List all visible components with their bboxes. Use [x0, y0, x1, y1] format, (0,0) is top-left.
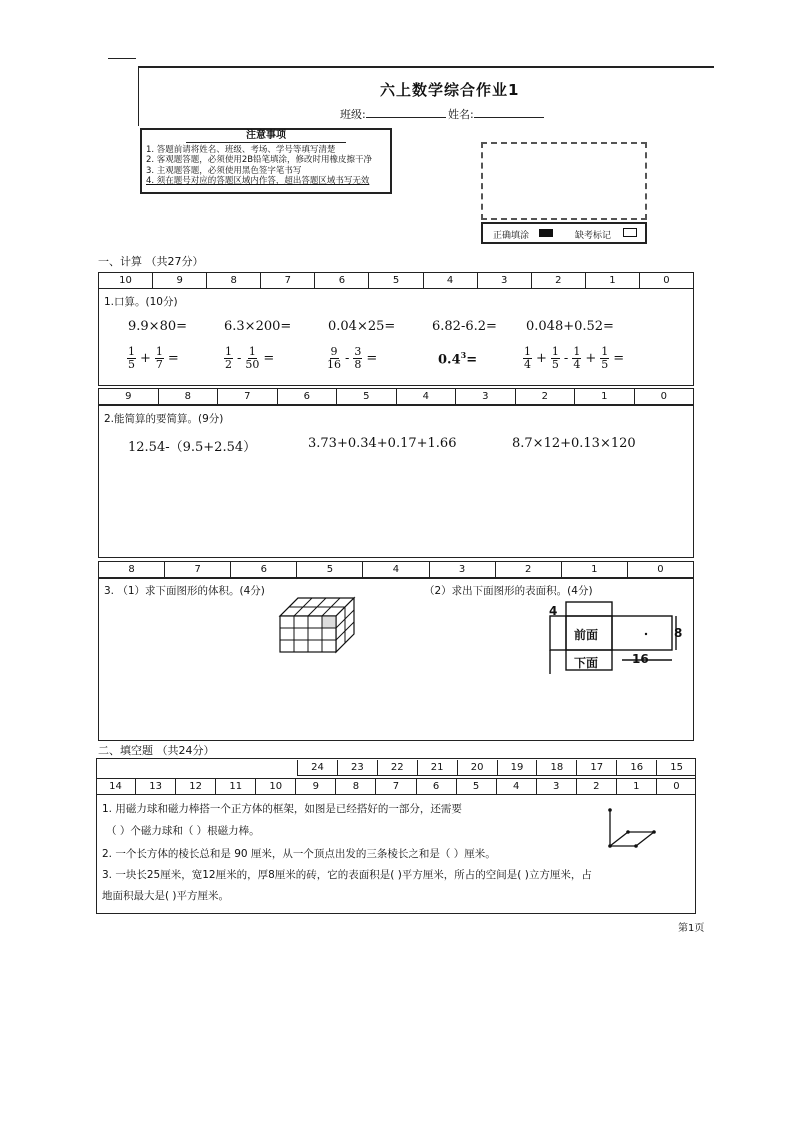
score-cell[interactable]: 4	[423, 273, 477, 288]
score-cell[interactable]: 8	[128, 564, 135, 575]
score-cell[interactable]: 16	[616, 760, 656, 775]
score-row-s2b	[96, 778, 696, 795]
score-cell[interactable]: 13	[135, 779, 175, 794]
dim-16: 16	[632, 652, 649, 666]
score-cell[interactable]: 6	[314, 273, 368, 288]
score-cell[interactable]: 2	[576, 779, 616, 794]
fill-q3-line2: 地面积最大是( )平方厘米。	[102, 890, 230, 902]
score-row-s1a	[98, 272, 694, 289]
q1-answer-area[interactable]	[98, 288, 694, 386]
score-cell[interactable]: 6	[416, 779, 456, 794]
net-front-label: 前面	[574, 628, 599, 642]
mental-expr: 6.3×200=	[224, 319, 292, 334]
student-id-box[interactable]	[481, 142, 647, 220]
score-cell[interactable]: 4	[396, 389, 456, 404]
class-field[interactable]	[366, 117, 446, 118]
name-field[interactable]	[474, 117, 544, 118]
absent-label: 缺考标记	[575, 231, 612, 241]
score-cell[interactable]: 1	[616, 779, 656, 794]
score-cell[interactable]: 1	[585, 273, 639, 288]
fraction-expr: $\frac{1}{2}$ - $\frac{1}{50}$ =	[225, 345, 275, 371]
q3-part1-label: 3. （1）求下面图形的体积。(4分)	[104, 585, 265, 597]
power-expr: $0.4^3=$	[438, 350, 478, 368]
score-row-s1c	[98, 561, 694, 578]
dim-4: 4	[549, 604, 558, 618]
magnet-frame-figure	[600, 806, 664, 854]
score-cell[interactable]: 2	[495, 562, 561, 577]
fill-q3-line1: 3. 一块长25厘米，宽12厘米的，厚8厘米的砖，它的表面积是( )平方厘米，所占的空间是( )立方厘米，占	[102, 869, 592, 881]
score-cell[interactable]: 3	[429, 562, 495, 577]
score-cell[interactable]: 24	[311, 762, 324, 773]
score-row-s1b	[98, 388, 694, 405]
notice-title: 注意事项	[186, 131, 346, 143]
score-cell[interactable]: 2	[515, 389, 575, 404]
q3-part2-label: （2）求出下面图形的表面积。(4分)	[424, 585, 593, 597]
score-cell[interactable]: 17	[576, 760, 616, 775]
header-left-rule	[138, 66, 139, 126]
score-cell[interactable]: 5	[336, 389, 396, 404]
score-cell[interactable]: 9	[295, 779, 335, 794]
net-bottom-label: 下面	[574, 656, 599, 670]
score-cell[interactable]: 14	[109, 781, 122, 792]
score-cell[interactable]: 21	[417, 760, 457, 775]
fill-mark-box	[481, 222, 647, 244]
score-cell[interactable]: 7	[164, 562, 230, 577]
score-cell[interactable]: 15	[656, 760, 696, 775]
notice-item: 1. 答题前请将姓名、班级、考场、学号等填写清楚	[146, 144, 336, 155]
score-cell[interactable]: 5	[296, 562, 362, 577]
q2-answer-area[interactable]	[98, 405, 694, 558]
notice-item: 3. 主观题答题，必须使用黑色签字笔书写	[146, 165, 302, 176]
fraction-expr: $\frac{1}{5}$ + $\frac{1}{7}$ =	[128, 345, 179, 371]
cuboid-net-figure	[546, 600, 686, 678]
q2-label: 2.能简算的要简算。(9分)	[104, 413, 224, 425]
correct-fill-sample	[539, 229, 553, 237]
score-cell[interactable]: 0	[656, 779, 696, 794]
mental-expr: 6.82-6.2=	[432, 319, 497, 334]
absent-checkbox[interactable]	[623, 228, 637, 237]
score-cell[interactable]: 5	[456, 779, 496, 794]
q1-label: 1.口算。(10分)	[104, 296, 178, 308]
score-cell[interactable]: 8	[335, 779, 375, 794]
fill-q2: 2. 一个长方体的棱长总和是 90 厘米，从一个顶点出发的三条棱长之和是（ ）厘米。	[102, 848, 496, 860]
notice-item: 2. 客观题答题，必须使用2B铅笔填涂，修改时用橡皮擦干净	[146, 155, 373, 165]
score-cell[interactable]: 0	[627, 562, 693, 577]
correct-fill-label: 正确填涂	[493, 231, 530, 241]
score-cell[interactable]: 11	[215, 779, 255, 794]
score-cell[interactable]: 8	[158, 389, 218, 404]
section2-label: 二、填空题 （共24分）	[98, 744, 215, 757]
score-cell[interactable]: 12	[175, 779, 215, 794]
score-cell[interactable]: 2	[531, 273, 585, 288]
simplify-expr: 12.54-（9.5+2.54）	[128, 440, 257, 455]
score-cell[interactable]: 0	[639, 273, 693, 288]
top-rule	[138, 66, 714, 68]
score-cell[interactable]: 20	[457, 760, 497, 775]
score-cell[interactable]: 22	[377, 760, 417, 775]
score-cell[interactable]: 10	[119, 275, 132, 286]
mental-expr: 9.9×80=	[128, 319, 188, 334]
score-cell[interactable]: 3	[455, 389, 515, 404]
class-label: 班级:	[340, 106, 446, 122]
score-cell[interactable]: 3	[477, 273, 531, 288]
score-row-s2a	[297, 760, 696, 776]
score-cell[interactable]: 4	[362, 562, 428, 577]
score-cell[interactable]: 19	[497, 760, 537, 775]
notice-item: 4. 须在题号对应的答题区域内作答，超出答题区域书写无效	[146, 176, 370, 186]
score-cell[interactable]: 7	[217, 389, 277, 404]
fill-q1-line1: 1. 用磁力球和磁力棒搭一个正方体的框架，如图是已经搭好的一部分，还需要	[102, 803, 462, 815]
corner-mark	[108, 58, 136, 59]
score-cell[interactable]: 7	[375, 779, 415, 794]
cube-stack-figure	[276, 590, 360, 654]
score-cell[interactable]: 9	[152, 273, 206, 288]
score-cell[interactable]: 10	[255, 779, 295, 794]
score-cell[interactable]: 6	[230, 562, 296, 577]
name-label: 姓名:	[448, 106, 544, 122]
section1-label: 一、计算 （共27分）	[98, 255, 204, 268]
score-cell[interactable]: 5	[368, 273, 422, 288]
notice-box	[140, 128, 392, 194]
score-cell[interactable]: 3	[536, 779, 576, 794]
score-cell[interactable]: 4	[496, 779, 536, 794]
fraction-expr: $\frac{1}{4}$ + $\frac{1}{5}$ - $\frac{1}{4}$ + $\frac{1}{5}$ =	[524, 345, 625, 371]
dim-8: 8	[674, 626, 683, 640]
simplify-expr: 3.73+0.34+0.17+1.66	[308, 436, 457, 451]
score-cell[interactable]: 7	[260, 273, 314, 288]
mental-expr: 0.048+0.52=	[526, 319, 614, 334]
score-cell[interactable]: 18	[536, 760, 576, 775]
score-cell[interactable]: 1	[574, 389, 634, 404]
fraction-expr: $\frac{9}{16}$ - $\frac{3}{8}$ =	[327, 345, 378, 371]
score-cell[interactable]: 1	[561, 562, 627, 577]
score-cell[interactable]: 6	[277, 389, 337, 404]
score-cell[interactable]: 8	[206, 273, 260, 288]
mental-expr: 0.04×25=	[328, 319, 396, 334]
fill-q1-line2: （ ）个磁力球和（ ）根磁力棒。	[106, 825, 260, 837]
score-cell[interactable]: 9	[125, 391, 132, 402]
score-cell[interactable]: 23	[337, 760, 377, 775]
page-title: 六上数学综合作业1	[380, 81, 520, 99]
simplify-expr: 8.7×12+0.13×120	[512, 436, 636, 451]
page-number: 第1页	[678, 923, 705, 934]
score-cell[interactable]: 0	[634, 389, 694, 404]
